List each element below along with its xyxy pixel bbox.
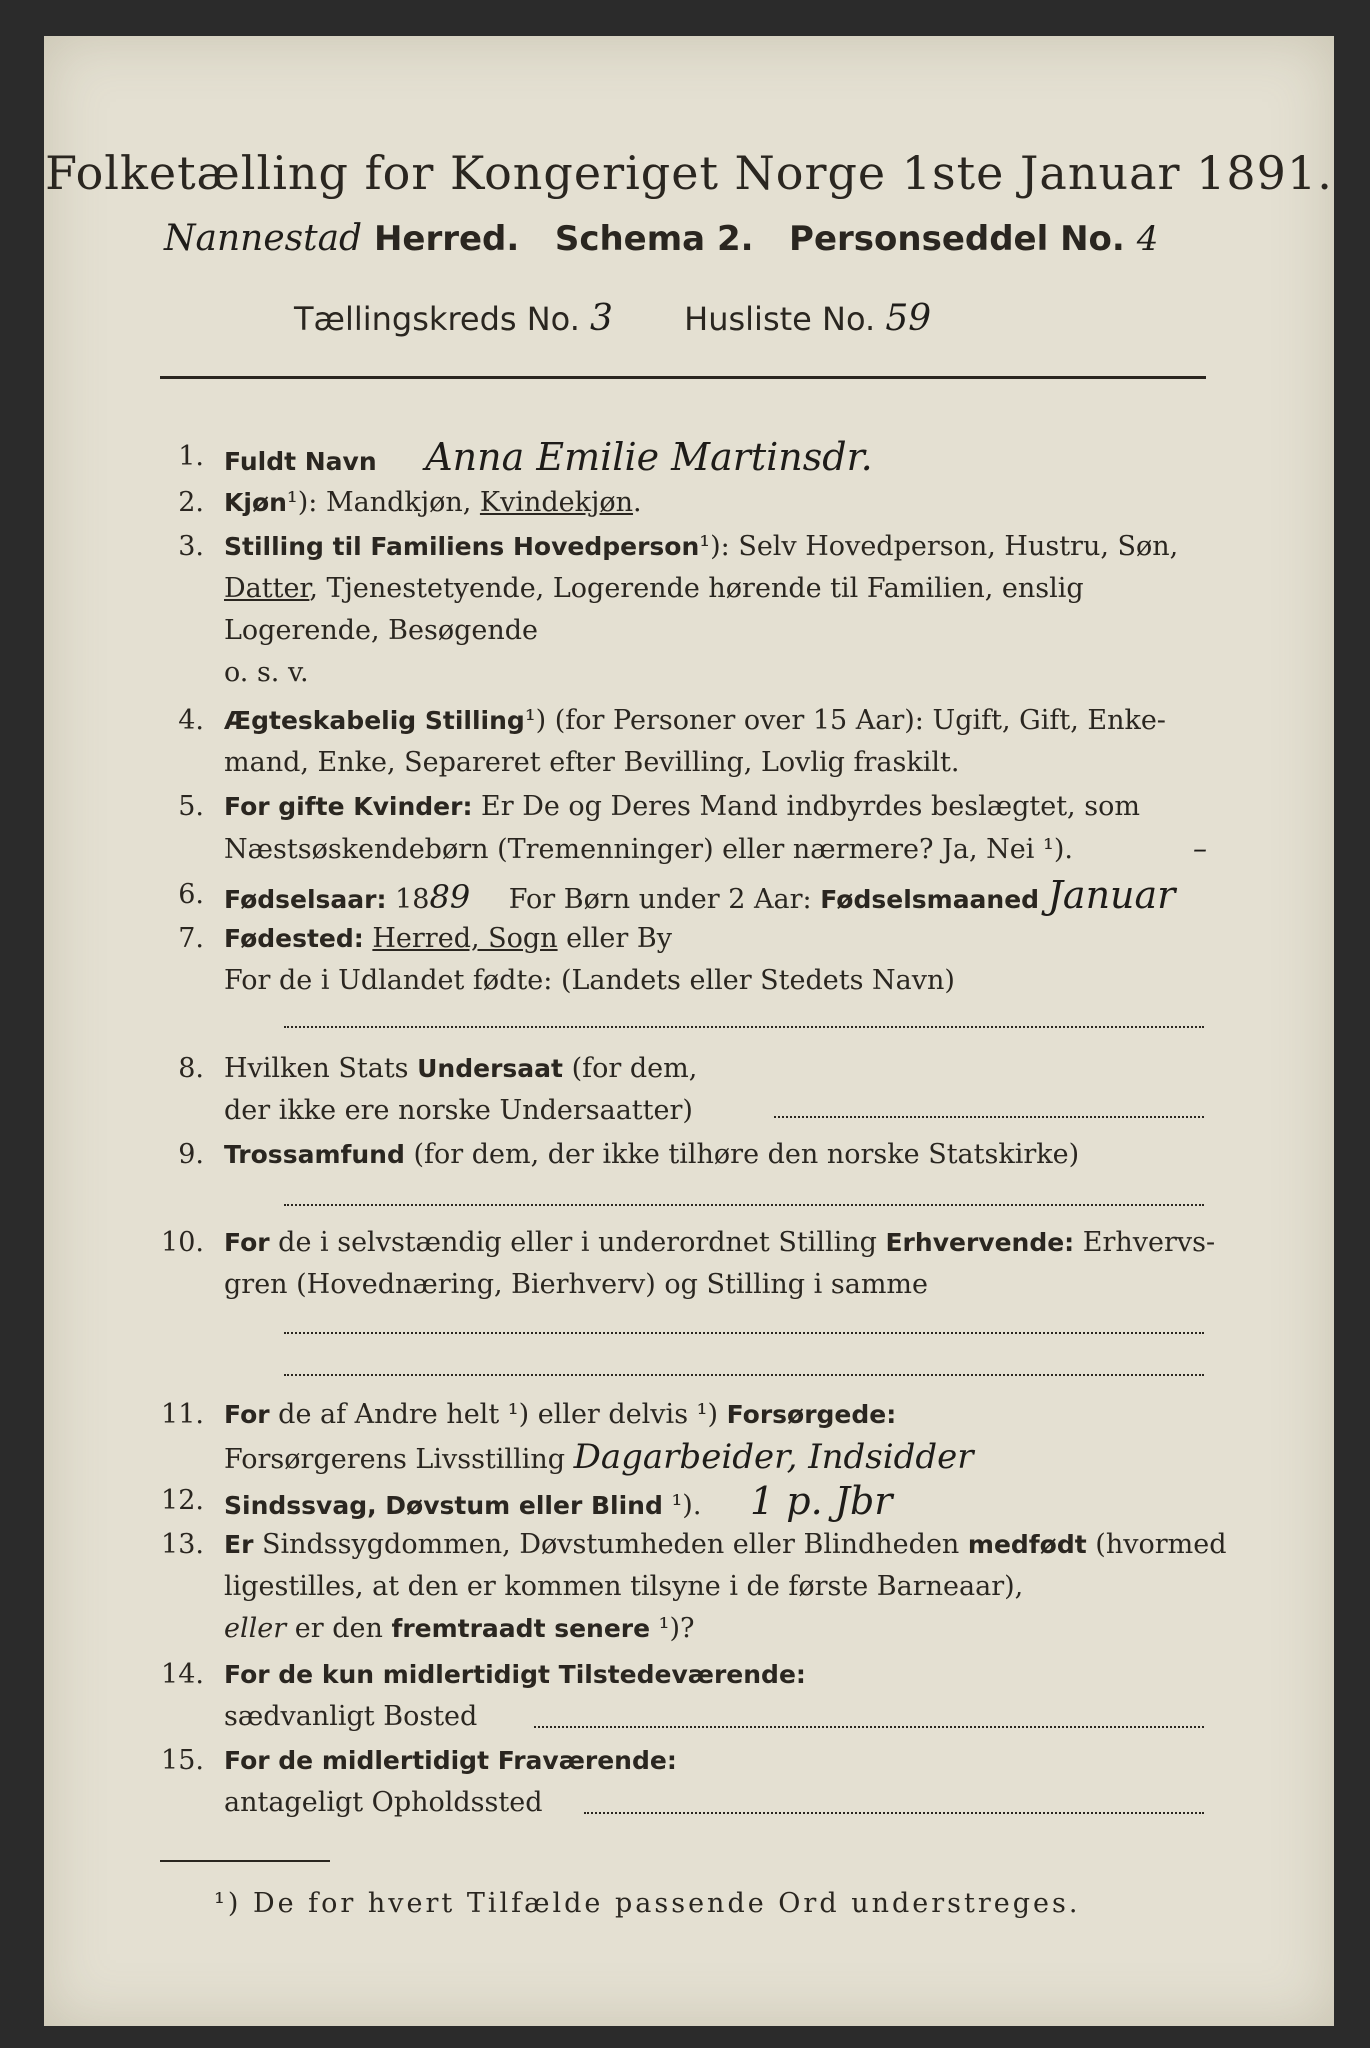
item-number: 14. — [161, 1659, 204, 1690]
item-label: Kjøn — [224, 488, 287, 517]
item-text: ligestilles, at den er kommen tilsyne i de første Barneaar), — [224, 1571, 1024, 1602]
husliste-label: Husliste No. — [684, 300, 876, 338]
item-label: Fuldt Navn — [224, 447, 377, 476]
item-text: Er De og Deres Mand indbyrdes beslægtet, som — [472, 791, 1140, 822]
item-number: 15. — [161, 1745, 204, 1776]
item-number: 1. — [178, 441, 204, 472]
item-underlined-answer: Herred, Sogn — [372, 923, 558, 954]
item-label: Forsørgede: — [726, 1400, 897, 1429]
item-number: 5. — [178, 791, 204, 822]
item-label: Sindssvag, Døvstum eller Blind — [224, 1491, 663, 1520]
full-name-value: Anna Emilie Martinsdr. — [425, 435, 873, 479]
kreds-value: 3 — [590, 298, 613, 339]
item-text: For de i Udlandet fødte: (Landets eller Stedets Navn) — [224, 965, 955, 996]
item-text: , Tjenestetyende, Logerende hørende til Familien, enslig — [309, 573, 1084, 604]
item-text: ¹) (for Personer over 15 Aar): Ugift, Gift, Enke- — [524, 705, 1166, 736]
item-label: Er — [224, 1530, 254, 1559]
item-label: For de midlertidigt Fraværende: — [224, 1746, 677, 1775]
header-divider — [160, 376, 1206, 379]
item-underlined-answer: Datter — [224, 573, 310, 604]
item-label: Fødested: — [224, 924, 364, 953]
fill-line — [534, 1726, 1204, 1728]
census-form-page — [44, 36, 1334, 2026]
related-value: – — [1192, 832, 1207, 865]
fill-line — [584, 1812, 1204, 1814]
herred-value: Nannestad — [164, 218, 363, 259]
header-line-kreds — [294, 298, 931, 339]
item-number: 4. — [178, 705, 204, 736]
fill-line — [284, 1332, 1204, 1334]
item-label: Trossamfund — [224, 1140, 405, 1169]
item-number: 11. — [161, 1399, 204, 1430]
fill-line — [284, 1374, 1204, 1376]
item-text: o. s. v. — [224, 657, 309, 688]
item-label: Undersaat — [417, 1054, 563, 1083]
item-label: For de kun midlertidigt Tilstedeværende: — [224, 1660, 806, 1689]
item-text: er den — [286, 1613, 392, 1644]
item-text: eller — [224, 1613, 287, 1644]
kreds-label: Tællingskreds No. — [294, 300, 580, 338]
item-number: 8. — [178, 1053, 204, 1084]
item-text: eller By — [557, 923, 672, 954]
herred-label: Herred. — [373, 219, 520, 259]
item-text: Næstsøskendebørn (Tremenninger) eller nærmere? Ja, Nei ¹). — [224, 834, 1073, 865]
fill-line — [284, 1204, 1204, 1206]
item-text: mand, Enke, Separeret efter Bevilling, Lovlig fraskilt. — [224, 747, 960, 778]
item-number: 3. — [178, 531, 204, 562]
item-text: Forsørgerens Livsstilling — [224, 1444, 566, 1475]
item-label: Stilling til Familiens Hovedperson — [224, 532, 700, 561]
item-text: de af Andre helt ¹) eller delvis ¹) — [269, 1399, 727, 1430]
husliste-value: 59 — [885, 298, 932, 339]
item-text: sædvanligt Bosted — [224, 1701, 478, 1732]
personseddel-value: 4 — [1136, 219, 1159, 259]
birth-year-value: 89 — [429, 878, 471, 916]
item-number: 13. — [161, 1529, 204, 1560]
item-label: medfødt — [967, 1530, 1087, 1559]
item-number: 6. — [178, 879, 204, 910]
item-label: Fødselsaar: — [224, 885, 387, 914]
fill-line — [774, 1116, 1204, 1118]
item-label: Erhvervende: — [885, 1228, 1075, 1257]
item-text: ¹). — [662, 1490, 702, 1521]
item-label: For gifte Kvinder: — [224, 792, 473, 821]
item-text: Logerende, Besøgende — [224, 615, 538, 646]
item-text: (for dem, der ikke tilhøre den norske Statskirke) — [404, 1139, 1080, 1170]
item-label: For — [224, 1400, 270, 1429]
item-text: Sindssygdommen, Døvstumheden eller Blindheden — [253, 1529, 968, 1560]
personseddel-label: Personseddel No. — [789, 219, 1125, 259]
footnote: ¹) De for hvert Tilfælde passende Ord understreges. — [214, 1888, 1081, 1919]
item-number: 9. — [178, 1139, 204, 1170]
item-underlined-answer: Kvindekjøn — [479, 487, 634, 518]
item-text: For Børn under 2 Aar: — [500, 884, 821, 915]
header-line-herred — [164, 218, 1158, 259]
fill-line — [284, 1026, 1204, 1028]
item-text: Erhvervs- — [1074, 1227, 1216, 1258]
item-text: Hvilken Stats — [224, 1053, 418, 1084]
item-text: (hvormed — [1086, 1529, 1227, 1560]
item-text: ¹)? — [650, 1613, 695, 1644]
item-text: antageligt Opholdssted — [224, 1787, 543, 1818]
item-text: . — [633, 487, 642, 518]
item-3 — [144, 526, 1244, 696]
provider-occupation-value: Dagarbeider, Indsidder — [573, 1437, 974, 1477]
schema-label: Schema 2. — [554, 219, 754, 259]
form-title: Folketælling for Kongeriget Norge 1ste Januar 1891. — [45, 146, 1333, 200]
disability-value: 1 p. Jbr — [750, 1479, 893, 1523]
footnote-divider — [160, 1860, 330, 1862]
item-number: 12. — [161, 1485, 204, 1516]
item-text: ¹): Mandkjøn, — [286, 487, 480, 518]
birth-month-value: Januar — [1047, 873, 1176, 917]
item-label: fremtraadt senere — [391, 1614, 651, 1643]
item-text: 18 — [386, 884, 430, 915]
item-number: 2. — [178, 487, 204, 518]
item-label: For — [224, 1228, 270, 1257]
item-number: 7. — [178, 923, 204, 954]
item-text: de i selvstændig eller i underordnet Stilling — [269, 1227, 886, 1258]
item-number: 10. — [161, 1227, 204, 1258]
item-text: (for dem, — [562, 1053, 698, 1084]
item-text: ¹): Selv Hovedperson, Hustru, Søn, — [699, 531, 1179, 562]
item-label: Fødselsmaaned — [820, 885, 1040, 914]
item-text: gren (Hovednæring, Bierhverv) og Stilling i samme — [224, 1269, 929, 1300]
item-text: der ikke ere norske Undersaatter) — [224, 1095, 693, 1126]
item-label: Ægteskabelig Stilling — [224, 706, 525, 735]
